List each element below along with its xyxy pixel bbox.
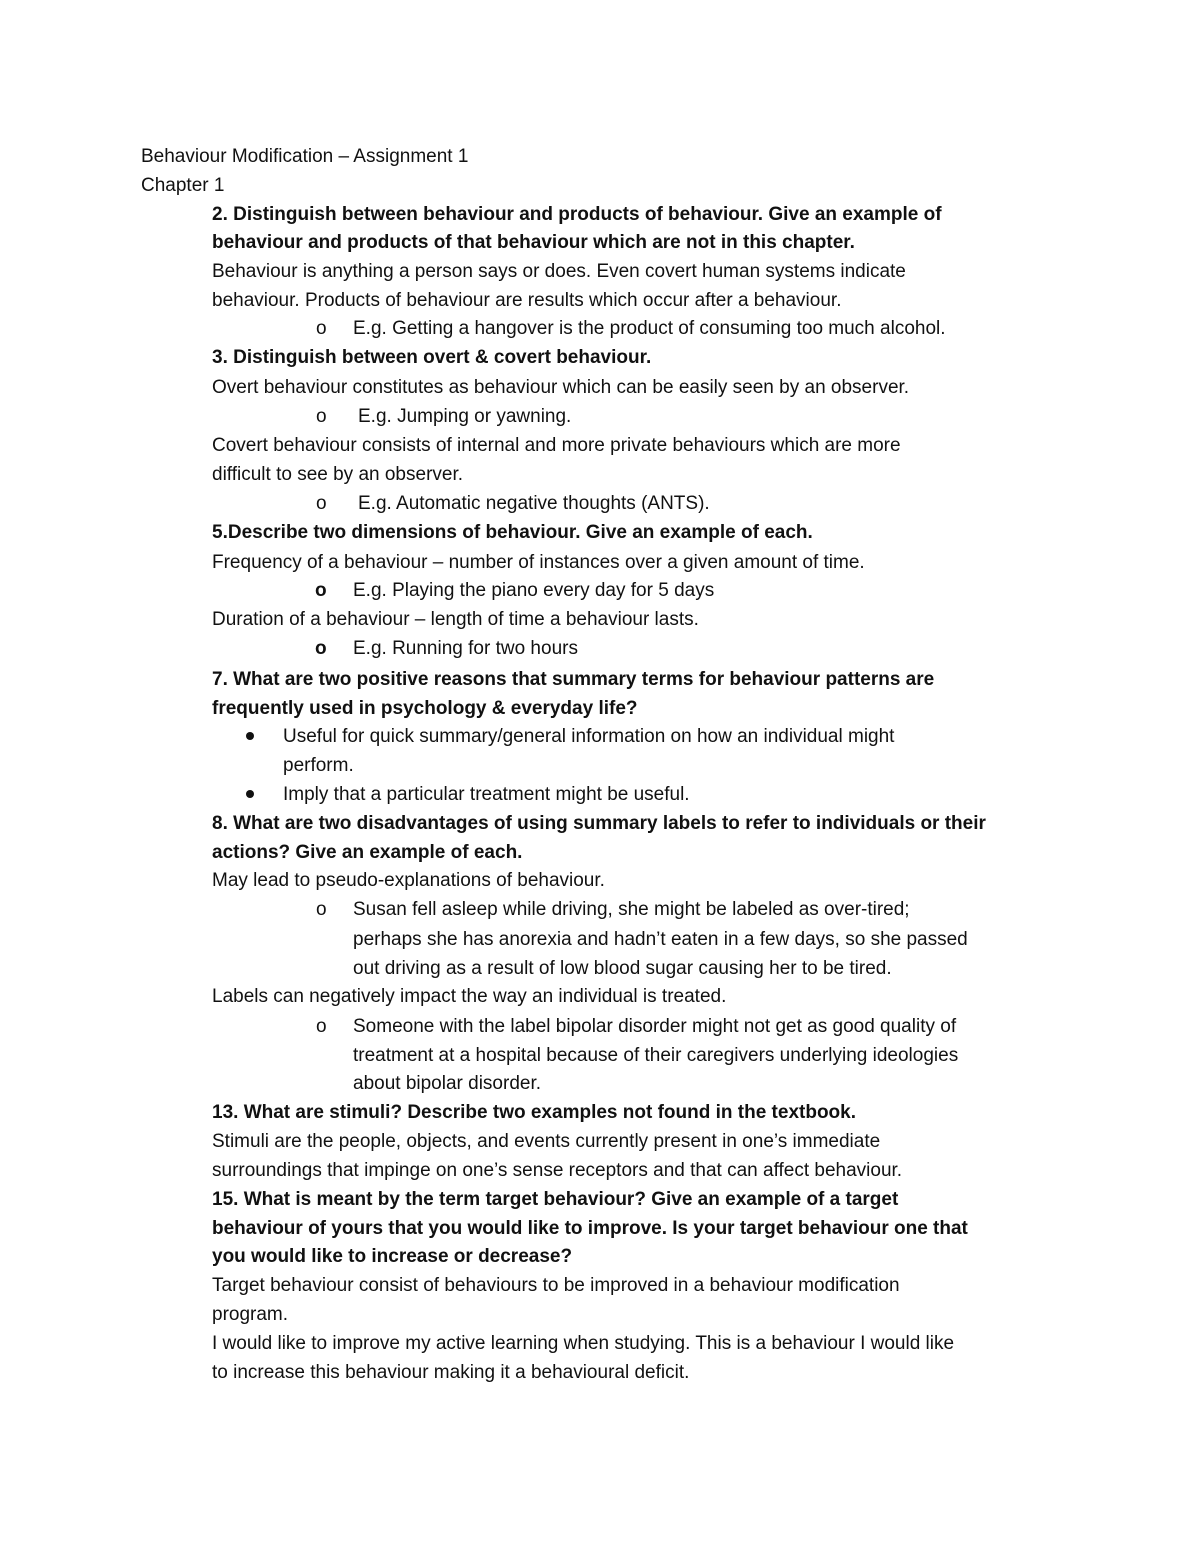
disadvantage-2: Labels can negatively impact the way an individual is treated.	[212, 986, 727, 1007]
target-answer-1-line-1: Target behaviour consist of behaviours to be improved in a behaviour modification	[212, 1275, 900, 1296]
circle-bullet-icon: o	[315, 580, 327, 601]
question-2-line-2: behaviour and products of that behaviour which are not in this chapter.	[212, 232, 855, 253]
question-13: 13. What are stimuli? Describe two examples not found in the textbook.	[212, 1102, 856, 1123]
chapter-heading: Chapter 1	[141, 175, 225, 196]
disadvantage-1-example-line-3: out driving as a result of low blood sugar causing her to be tired.	[353, 958, 892, 979]
bullet-icon	[246, 732, 254, 740]
target-answer-2-line-1: I would like to improve my active learning when studying. This is a behaviour I would like	[212, 1333, 955, 1354]
circle-bullet-icon: o	[316, 493, 327, 514]
overt-definition: Overt behaviour constitutes as behaviour which can be easily seen by an observer.	[212, 377, 910, 398]
question-15-line-1: 15. What is meant by the term target behaviour? Give an example of a target	[212, 1189, 899, 1210]
answer-2-line-1: Behaviour is anything a person says or does. Even covert human systems indicate	[212, 261, 906, 282]
bullet-icon	[246, 790, 254, 798]
question-8-line-1: 8. What are two disadvantages of using summary labels to refer to individuals or their	[212, 813, 986, 834]
question-7-line-2: frequently used in psychology & everyday life?	[212, 698, 638, 719]
question-2-line-1: 2. Distinguish between behaviour and products of behaviour. Give an example of	[212, 204, 942, 225]
target-answer-2-line-2: to increase this behaviour making it a behavioural deficit.	[212, 1362, 690, 1383]
disadvantage-2-example-line-1: Someone with the label bipolar disorder might not get as good quality of	[353, 1016, 957, 1037]
reason-1-line-2: perform.	[283, 755, 354, 776]
document-title: Behaviour Modification – Assignment 1	[141, 146, 469, 167]
duration-definition: Duration of a behaviour – length of time a behaviour lasts.	[212, 609, 699, 630]
circle-bullet-icon: o	[316, 318, 327, 339]
circle-bullet-icon: o	[316, 1016, 327, 1037]
reason-2: Imply that a particular treatment might be useful.	[283, 784, 690, 805]
disadvantage-2-example-line-2: treatment at a hospital because of their caregivers underlying ideologies	[353, 1045, 959, 1066]
disadvantage-1-example-line-2: perhaps she has anorexia and hadn’t eaten in a few days, so she passed	[353, 929, 968, 950]
disadvantage-2-example-line-3: about bipolar disorder.	[353, 1073, 542, 1094]
question-7-line-1: 7. What are two positive reasons that summary terms for behaviour patterns are	[212, 669, 935, 690]
stimuli-answer-line-1: Stimuli are the people, objects, and events currently present in one’s immediate	[212, 1131, 881, 1152]
question-15-line-3: you would like to increase or decrease?	[212, 1246, 573, 1267]
question-8-line-2: actions? Give an example of each.	[212, 842, 523, 863]
stimuli-answer-line-2: surroundings that impinge on one’s sense receptors and that can affect behaviour.	[212, 1160, 903, 1181]
question-15-line-2: behaviour of yours that you would like to improve. Is your target behaviour one that	[212, 1218, 968, 1239]
covert-definition-line-2: difficult to see by an observer.	[212, 464, 464, 485]
duration-example: E.g. Running for two hours	[353, 638, 578, 659]
circle-bullet-icon: o	[316, 406, 327, 427]
question-3: 3. Distinguish between overt & covert behaviour.	[212, 347, 652, 368]
covert-definition-line-1: Covert behaviour consists of internal and more private behaviours which are more	[212, 435, 901, 456]
frequency-definition: Frequency of a behaviour – number of instances over a given amount of time.	[212, 552, 865, 573]
circle-bullet-icon: o	[315, 638, 327, 659]
question-5: 5.Describe two dimensions of behaviour. Give an example of each.	[212, 522, 813, 543]
answer-2-line-2: behaviour. Products of behaviour are results which occur after a behaviour.	[212, 290, 842, 311]
disadvantage-1-example-line-1: Susan fell asleep while driving, she might be labeled as over-tired;	[353, 899, 910, 920]
reason-1-line-1: Useful for quick summary/general information on how an individual might	[283, 726, 895, 747]
target-answer-1-line-2: program.	[212, 1304, 289, 1325]
covert-example: E.g. Automatic negative thoughts (ANTS).	[358, 493, 710, 514]
example-2: E.g. Getting a hangover is the product of consuming too much alcohol.	[353, 318, 946, 339]
circle-bullet-icon: o	[316, 899, 327, 920]
frequency-example: E.g. Playing the piano every day for 5 days	[353, 580, 715, 601]
disadvantage-1: May lead to pseudo-explanations of behaviour.	[212, 870, 605, 891]
overt-example: E.g. Jumping or yawning.	[358, 406, 572, 427]
